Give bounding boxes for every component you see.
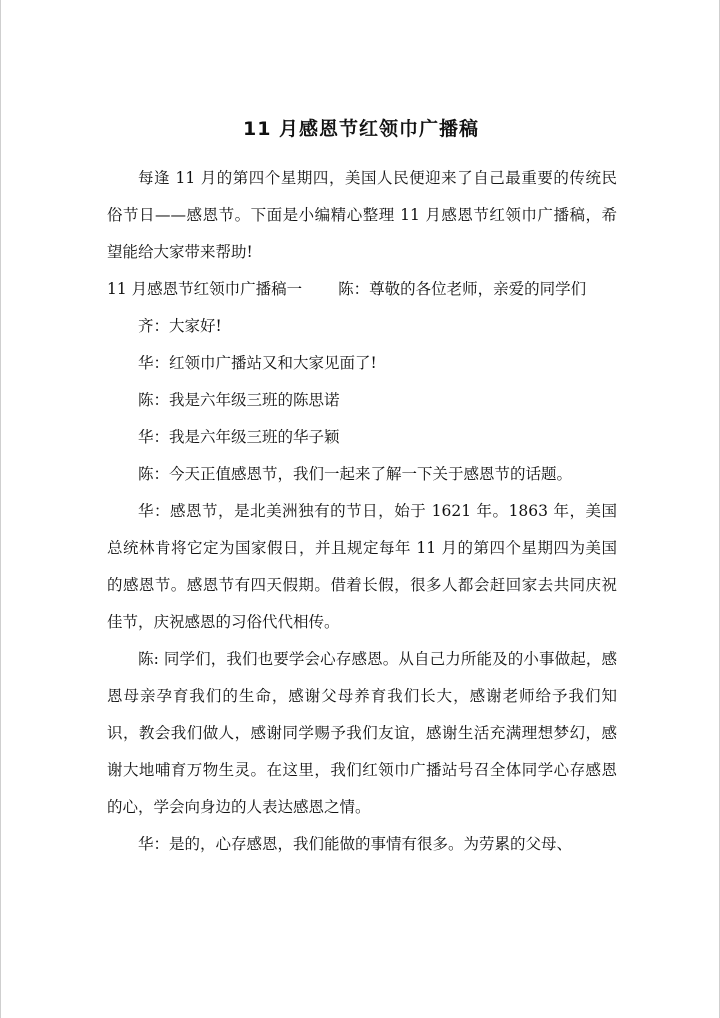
document-body <box>107 160 617 863</box>
dialogue-line: 华：感恩节，是北美洲独有的节日，始于 1621 年。1863 年，美国总统林肯将它定为国家假日，并且规定每年 11 月的第四个星期四为美国的感恩节。感恩节有四天假期。借着长假，很多人都会赶回家去共同庆祝佳节，庆祝感恩的习俗代代相传。 <box>107 502 617 631</box>
dialogue-line: 华：红领巾广播站又和大家见面了! <box>138 354 377 372</box>
dialogue-line: 华：是的，心存感恩，我们能做的事情有很多。为劳累的父母、 <box>138 835 573 853</box>
dialogue-line: 陈：今天正值感恩节，我们一起来了解一下关于感恩节的话题。 <box>138 465 573 483</box>
section-heading-continued: 陈：尊敬的各位老师，亲爱的同学们 <box>338 280 587 298</box>
section-heading-paragraph <box>107 271 617 308</box>
document-title: 11 月感恩节红领巾广播稿 <box>242 118 480 140</box>
dialogue-line: 华：我是六年级三班的华子颖 <box>138 428 340 446</box>
intro-paragraph: 每逢 11 月的第四个星期四，美国人民便迎来了自己最重要的传统民俗节日——感恩节。下面是小编精心整理 11 月感恩节红领巾广播稿，希望能给大家带来帮助! <box>107 169 617 261</box>
section-heading: 11 月感恩节红领巾广播稿一 <box>107 280 303 298</box>
dialogue-line: 陈：我是六年级三班的陈思诺 <box>138 391 340 409</box>
dialogue-line: 陈: 同学们，我们也要学会心存感恩。从自己力所能及的小事做起，感恩母亲孕育我们的生命，感谢父母养育我们长大，感谢老师给予我们知识，教会我们做人，感谢同学赐予我们友谊，感谢生活充满理想梦幻，感谢大地哺育万物生灵。在这里，我们红领巾广播站号召全体同学心存感恩的心，学会向身边的人表达感恩之情。 <box>107 650 617 816</box>
dialogue-line: 齐：大家好! <box>138 317 222 335</box>
